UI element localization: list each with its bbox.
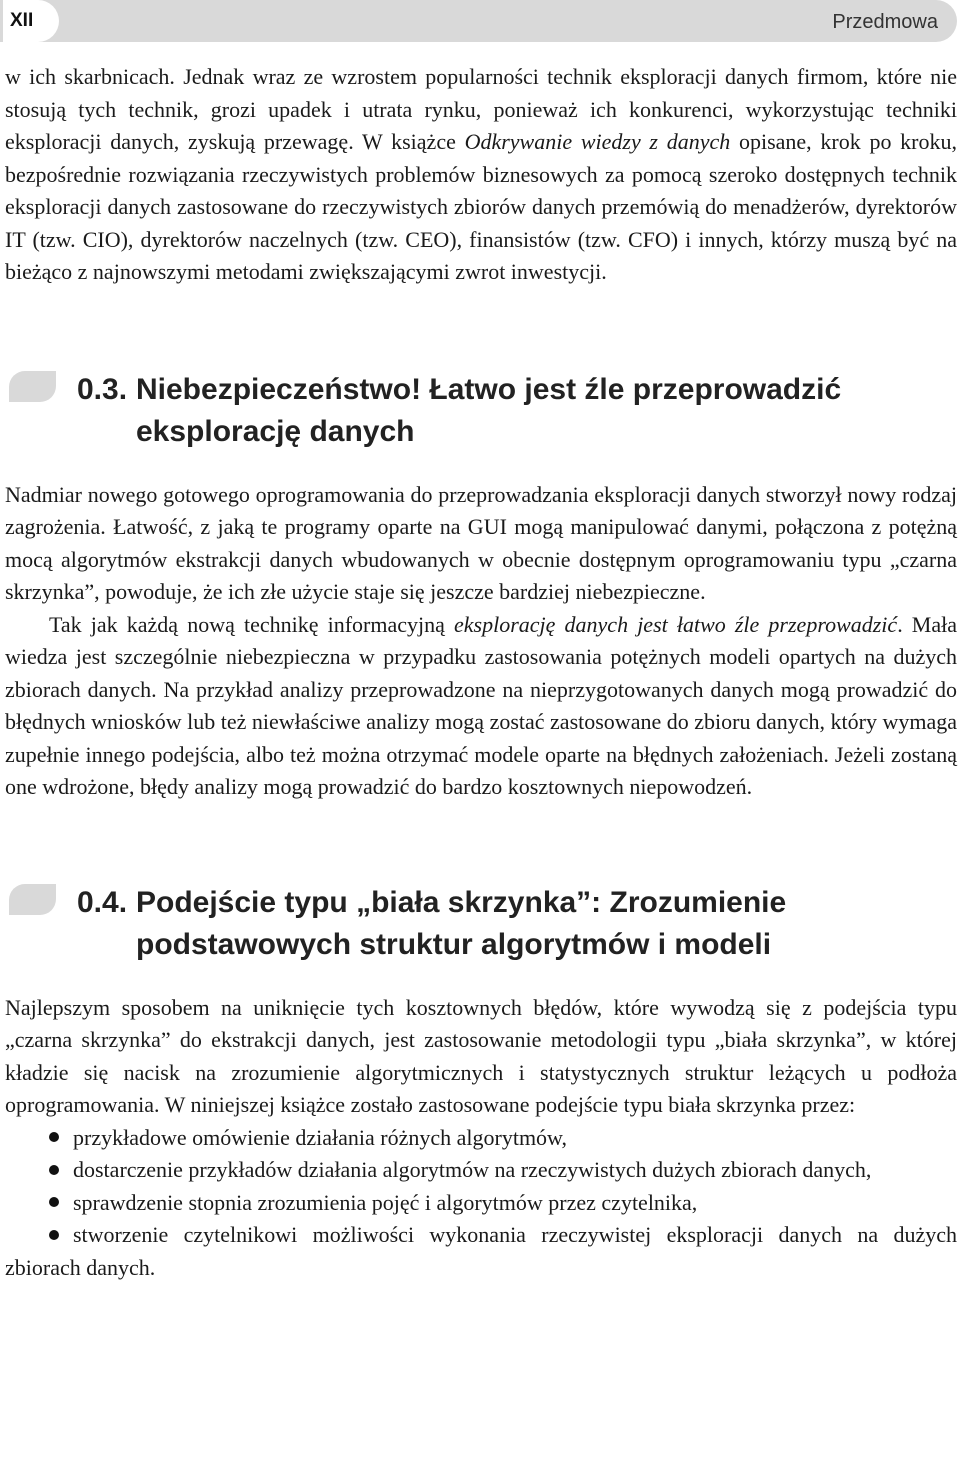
paragraph-intro — [5, 61, 957, 289]
list-item-text: przykładowe omówienie działania różnych algorytmów, — [73, 1124, 568, 1150]
running-title: Przedmowa — [832, 11, 938, 33]
section-0-3-paragraph-2-text-b: . Mała wiedza jest szczególnie niebezpieczna w przypadku zastosowania potężnych modeli opartych na dużych zbiorach danych. Na przykład analizy przeprowadzone na nieprzygotowanych danych mogą prowadzić do błędnych wniosków lub też niewłaściwe analizy mogą zostać zastosowane do zbioru danych, który wymaga zupełnie innego podejścia, albo też można otrzymać modele oparte na błędnych założeniach. Jeżeli zostaną one wdrożone, błędy analizy mogą prowadzić do bardzo kosztownych niepowodzeń. — [5, 611, 958, 799]
paragraph-intro-text-b: opisane, krok po kroku, bezpośrednie rozwiązania rzeczywistych problemów biznesowych za pomocą szeroko dostępnych technik eksploracji danych zastosowane do rzeczywistych zbiorów danych przemówią do menadżerów, dyrektorów IT (tzw. CIO), dyrektorów naczelnych (tzw. CEO), finansistów (tzw. CFO) i innych, którzy muszą być na bieżąco z najnowszymi metodami zwiększającymi zwrot inwestycji. — [5, 129, 957, 284]
section-0-4-paragraph-1: Najlepszym sposobem na uniknięcie tych kosztownych błędów, które wywodzą się z podejścia typu „czarna skrzynka” do ekstrakcji danych, jest zastosowanie metodologii typu „biała skrzynka”, w której kładzie się nacisk na zrozumienie algorytmicznych i statystycznych struktur leżących u podłoża oprogramowania. W niniejszej książce zostało zastosowane podejście typu biała skrzynka przez: — [5, 994, 957, 1117]
heading-marker — [9, 371, 56, 402]
list-item-text: dostarczenie przykładów działania algorytmów na rzeczywistych dużych zbiorach danych, — [73, 1157, 872, 1182]
section-title: Niebezpieczeństwo! Łatwo jest źle przeprowadzić eksplorację danych — [136, 372, 842, 448]
section-title: Podejście typu „biała skrzynka”: Zrozumienie podstawowych struktur algorytmów i modeli — [136, 885, 787, 961]
page-number: XII — [3, 0, 59, 42]
bullet-icon — [49, 1165, 59, 1175]
list-item-text: stworzenie czytelnikowi możliwości wykonania rzeczywistej eksploracji danych na dużych zbiorach danych. — [5, 1222, 957, 1280]
bullet-icon — [49, 1230, 59, 1240]
section-heading-0-4 — [5, 882, 957, 966]
book-title: Odkrywanie wiedzy z danych — [464, 129, 731, 154]
section-number: 0.3. — [77, 372, 128, 406]
page-header — [0, 0, 960, 46]
list-item — [5, 1187, 957, 1220]
bullet-list — [5, 1122, 957, 1285]
bullet-icon — [49, 1197, 59, 1207]
list-item — [5, 1219, 957, 1284]
list-item — [5, 1154, 957, 1187]
section-number: 0.4. — [77, 885, 128, 919]
heading-marker — [9, 884, 56, 915]
list-item — [5, 1122, 957, 1155]
section-0-3-paragraph-2-text-a: Tak jak każdą nową technikę informacyjną — [49, 611, 455, 637]
page-content — [5, 61, 957, 1284]
bullet-icon — [49, 1132, 59, 1142]
section-0-3-emphasis: eksplorację danych jest łatwo źle przeprowadzić — [454, 611, 898, 637]
paragraph-intro-text-a: w ich skarbnicach. Jednak wraz ze wzrostem popularności technik eksploracji danych firmom, które nie stosują tych technik, grozi upadek i utrata rynku, ponieważ ich konkurenci, wykorzystując techniki eksploracji danych, zyskują przewagę. W książce — [5, 64, 957, 154]
section-0-3-paragraph-1: Nadmiar nowego gotowego oprogramowania do przeprowadzania eksploracji danych stworzył nowy rodzaj zagrożenia. Łatwość, z jaką te programy oparte na GUI mogą manipulować danymi, połączona z potężną mocą algorytmów ekstrakcji danych wbudowanych w obecnie dostępnym oprogramowaniu typu „czarna skrzynka”, powoduje, że ich złe użycie staje się jeszcze bardziej niebezpieczne. — [5, 481, 957, 604]
section-heading-0-3 — [5, 369, 957, 453]
section-0-3-paragraph-2 — [5, 609, 957, 804]
header-bar — [0, 0, 957, 42]
list-item-text: sprawdzenie stopnia zrozumienia pojęć i algorytmów przez czytelnika, — [73, 1189, 698, 1215]
